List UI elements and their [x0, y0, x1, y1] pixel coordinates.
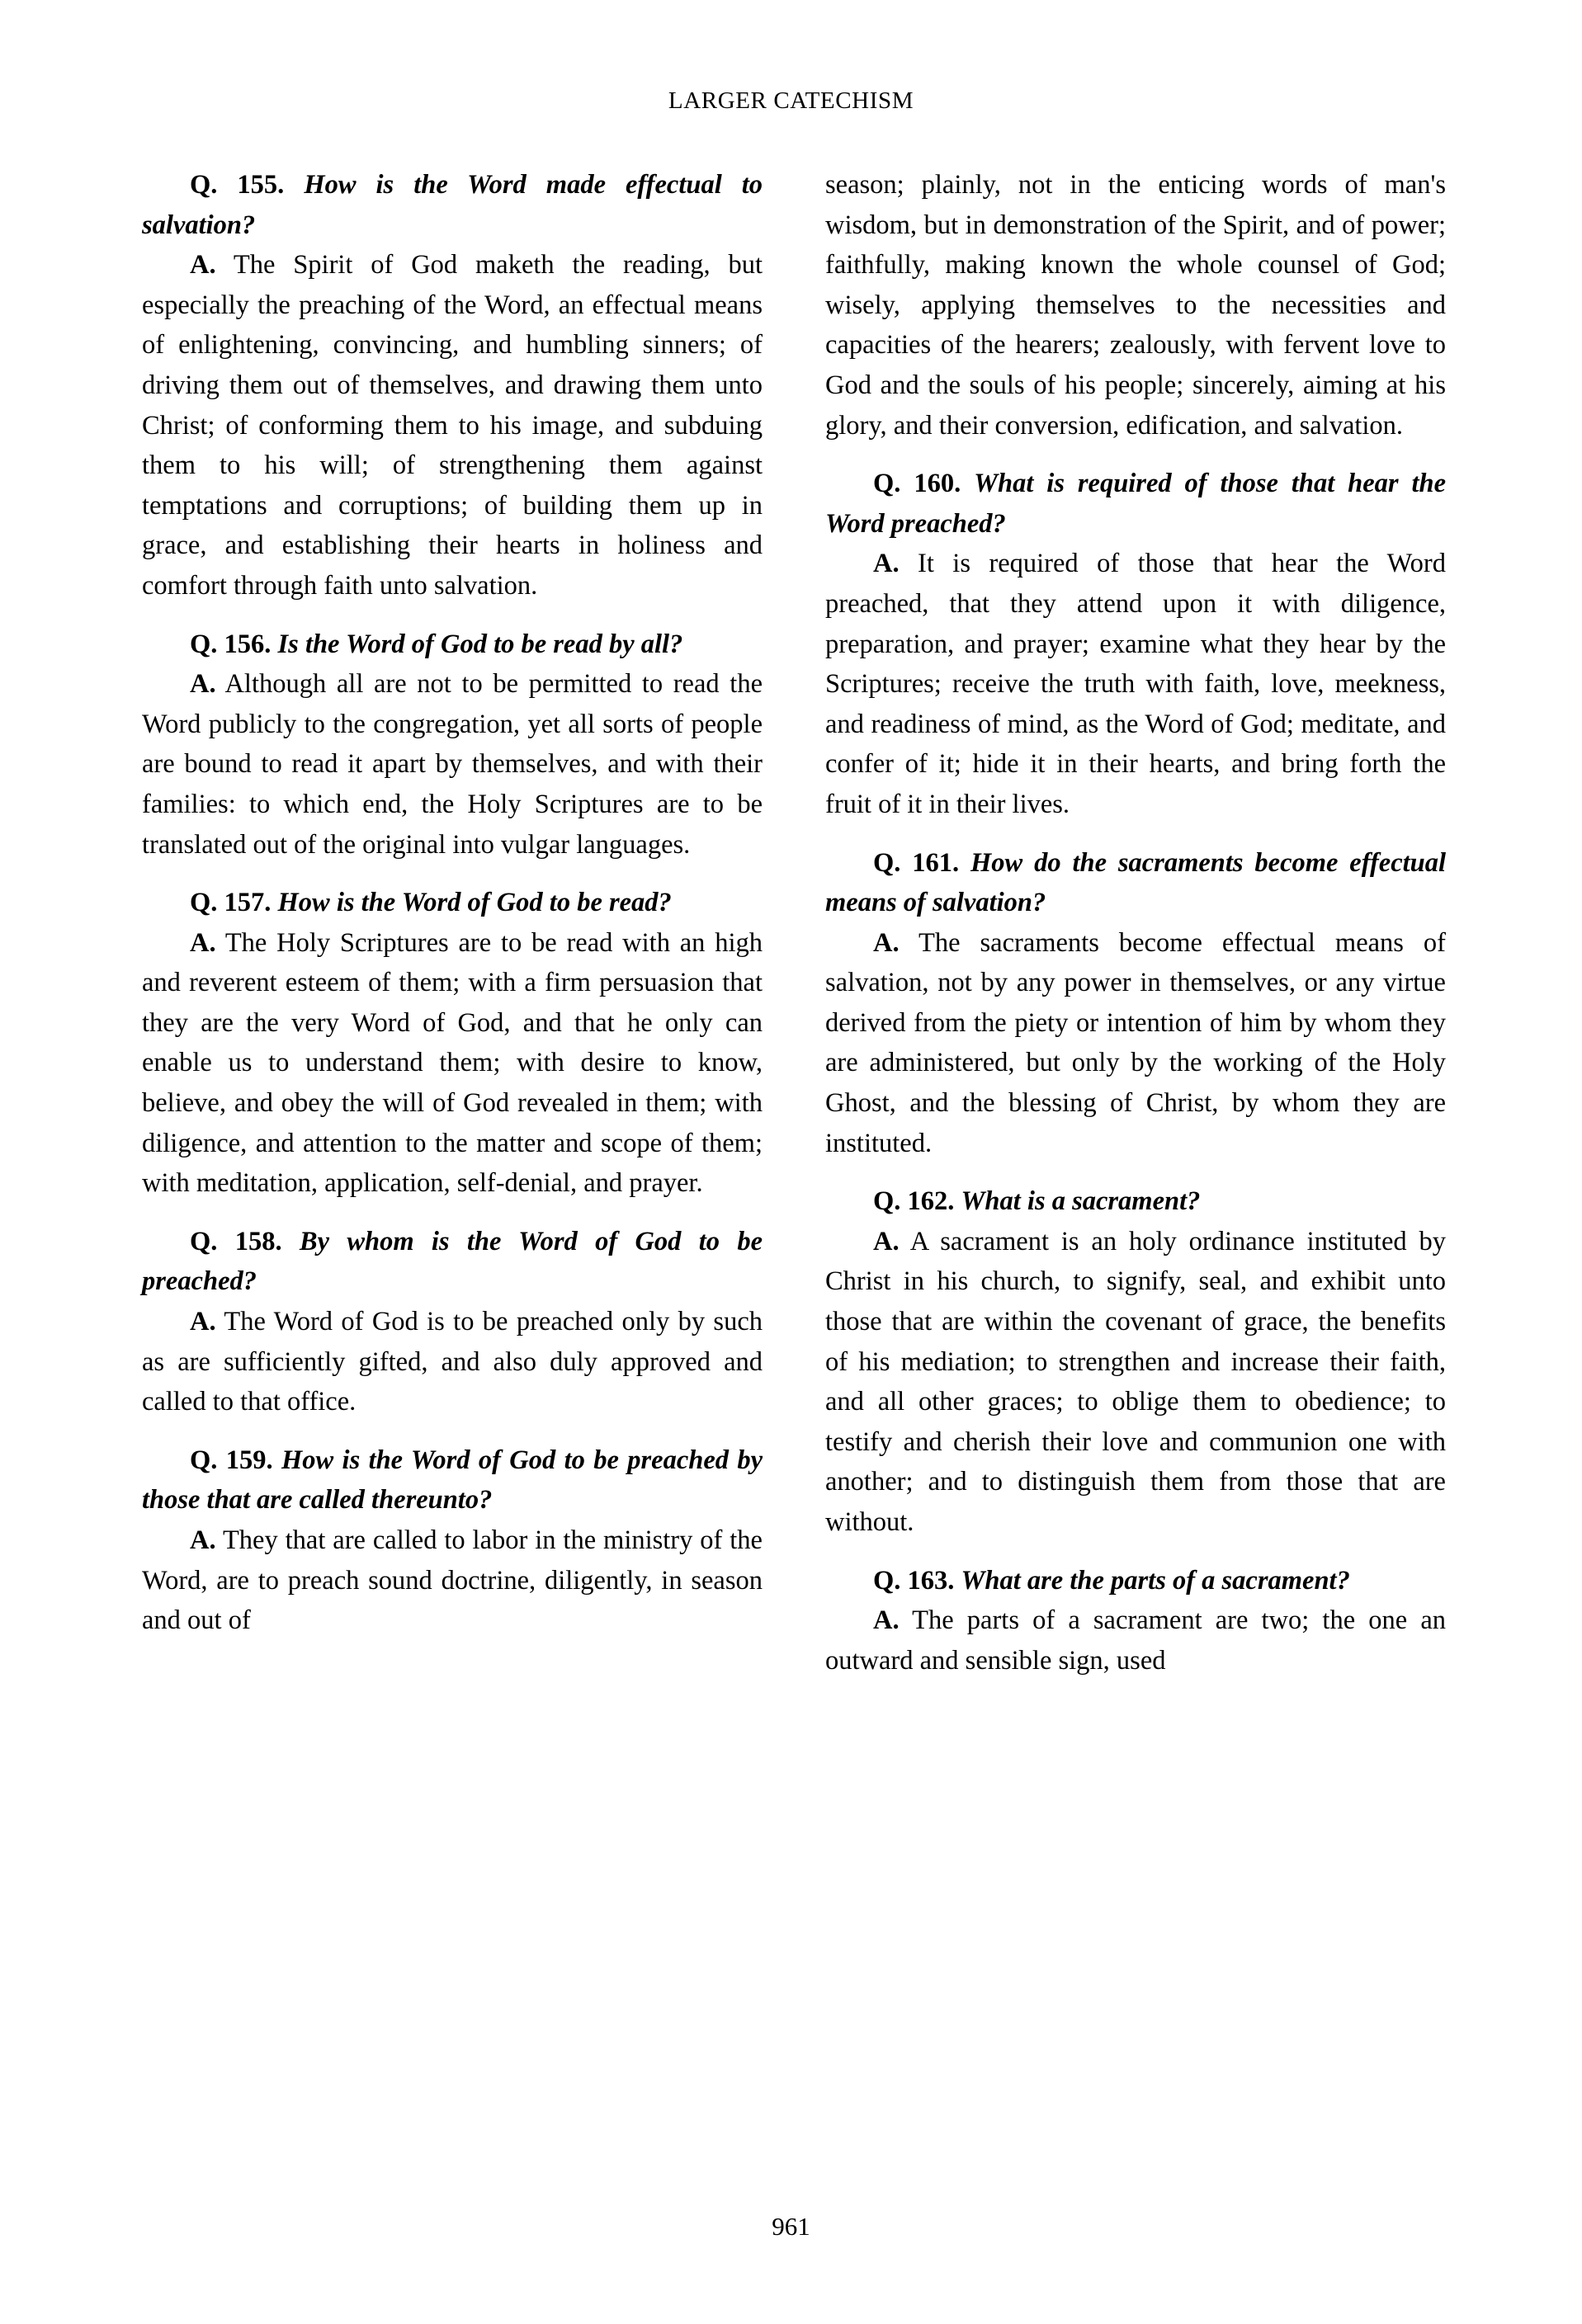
- answer-text: It is required of those that hear the Word preached, that they attend upon it with diligence, preparation, and prayer; examine what they hear by the Scriptures; receive the truth with faith, love, meekness, and readiness of mind, as the Word of God; meditate, and confer of it; hide it in their hearts, and bring forth the fruit of it in their lives.: [825, 549, 1447, 819]
- answer-paragraph: [142, 1520, 763, 1641]
- running-head: LARGER CATECHISM: [668, 87, 914, 114]
- answer-text: The Spirit of God maketh the reading, but especially the preaching of the Word, an effectual means of enlightening, convincing, and humbling sinners; of driving them out of themselves, and drawing them unto Christ; of conforming them to his image, and subduing them to his will; of strengthening them against temptations and corruptions; of building them up in grace, and establishing their hearts in holiness and comfort through faith unto salvation.: [142, 250, 763, 601]
- column-right: [825, 165, 1446, 1681]
- question-number: Q. 155.: [190, 170, 285, 200]
- question-number: Q. 157.: [190, 888, 272, 918]
- question-heading: [142, 625, 763, 665]
- question-heading: [825, 1181, 1446, 1222]
- answer-label: A.: [190, 1525, 216, 1555]
- question-heading: [142, 1222, 763, 1302]
- answer-label: A.: [190, 250, 216, 280]
- question-text: How is the Word of God to be preached by those that are called thereunto?: [142, 1445, 763, 1516]
- question-text: By whom is the Word of God to be preached?: [142, 1226, 763, 1297]
- question-number: Q. 158.: [190, 1226, 282, 1256]
- question-number: Q. 161.: [873, 847, 960, 878]
- question-number: Q. 156.: [190, 629, 272, 659]
- question-text: Is the Word of God to be read by all?: [277, 629, 683, 659]
- question-text: What is a sacrament?: [961, 1186, 1201, 1217]
- question-heading: [825, 464, 1446, 544]
- answer-label: A.: [190, 927, 216, 958]
- answer-paragraph: [825, 1222, 1446, 1543]
- answer-paragraph: [142, 1302, 763, 1422]
- column-left: [142, 165, 763, 1681]
- answer-label: A.: [873, 549, 900, 579]
- question-heading: [142, 165, 763, 245]
- question-heading: [142, 1440, 763, 1520]
- answer-text: The parts of a sacrament are two; the one an outward and sensible sign, used: [825, 1605, 1446, 1676]
- answer-paragraph: [142, 664, 763, 865]
- question-text: How is the Word of God to be read?: [277, 888, 672, 918]
- question-text: How do the sacraments become effectual means of salvation?: [825, 847, 1447, 918]
- answer-continuation-paragraph: [825, 165, 1446, 445]
- question-text: What is required of those that hear the Word preached?: [825, 469, 1447, 539]
- answer-label: A.: [190, 669, 216, 700]
- answer-text: They that are called to labor in the ministry of the Word, are to preach sound doctrine, diligently, in season and out of: [142, 1525, 763, 1636]
- question-heading: [142, 883, 763, 923]
- question-number: Q. 159.: [190, 1445, 273, 1475]
- question-text: What are the parts of a sacrament?: [961, 1565, 1350, 1596]
- answer-paragraph: [825, 544, 1446, 824]
- answer-label: A.: [873, 927, 900, 958]
- question-heading: [825, 1561, 1446, 1601]
- question-number: Q. 162.: [873, 1186, 955, 1217]
- answer-paragraph: [142, 245, 763, 606]
- answer-text: The Word of God is to be preached only by such as are sufficiently gifted, and also duly approved and called to that office.: [142, 1307, 763, 1417]
- answer-text: The Holy Scriptures are to be read with an high and reverent esteem of them; with a firm persuasion that they are the very Word of God, and that he only can enable us to understand them; with desire to know, believe, and obey the will of God revealed in them; with diligence, and attention to the matter and scope of them; with meditation, application, self-denial, and prayer.: [142, 927, 763, 1199]
- answer-label: A.: [190, 1307, 216, 1337]
- answer-text: season; plainly, not in the enticing words of man's wisdom, but in demonstration of the Spirit, and of power; faithfully, making known the whole counsel of God; wisely, applying themselves to the necessities and capacities of the hearers; zealously, with fervent love to God and the souls of his people; sincerely, aiming at his glory, and their conversion, edification, and salvation.: [825, 170, 1446, 441]
- answer-text: A sacrament is an holy ordinance instituted by Christ in his church, to signify, seal, and exhibit unto those that are within the covenant of grace, the benefits of his mediation; to strengthen and increase their faith, and all other graces; to oblige them to obedience; to testify and cherish their love and communion one with another; and to distinguish them from those that are without.: [825, 1226, 1446, 1537]
- answer-text: The sacraments become effectual means of salvation, not by any power in themselves, or any virtue derived from the piety or intention of him by whom they are administered, but only by the working of the Holy Ghost, and the blessing of Christ, by whom they are instituted.: [825, 927, 1446, 1158]
- question-heading: [825, 843, 1446, 923]
- question-number: Q. 163.: [873, 1565, 955, 1596]
- question-text: How is the Word made effectual to salvation?: [142, 170, 763, 240]
- answer-paragraph: [142, 923, 763, 1204]
- question-number: Q. 160.: [873, 469, 961, 499]
- answer-paragraph: [825, 923, 1446, 1164]
- two-column-body: [142, 165, 1446, 1681]
- answer-label: A.: [873, 1226, 900, 1256]
- answer-paragraph: [825, 1600, 1446, 1681]
- answer-text: Although all are not to be permitted to read the Word publicly to the congregation, yet all sorts of people are bound to read it apart by themselves, and with their families: to which end, the Holy Scriptures are to be translated out of the original into vulgar languages.: [142, 669, 763, 860]
- answer-label: A.: [873, 1605, 900, 1636]
- page-number: 961: [772, 2212, 810, 2241]
